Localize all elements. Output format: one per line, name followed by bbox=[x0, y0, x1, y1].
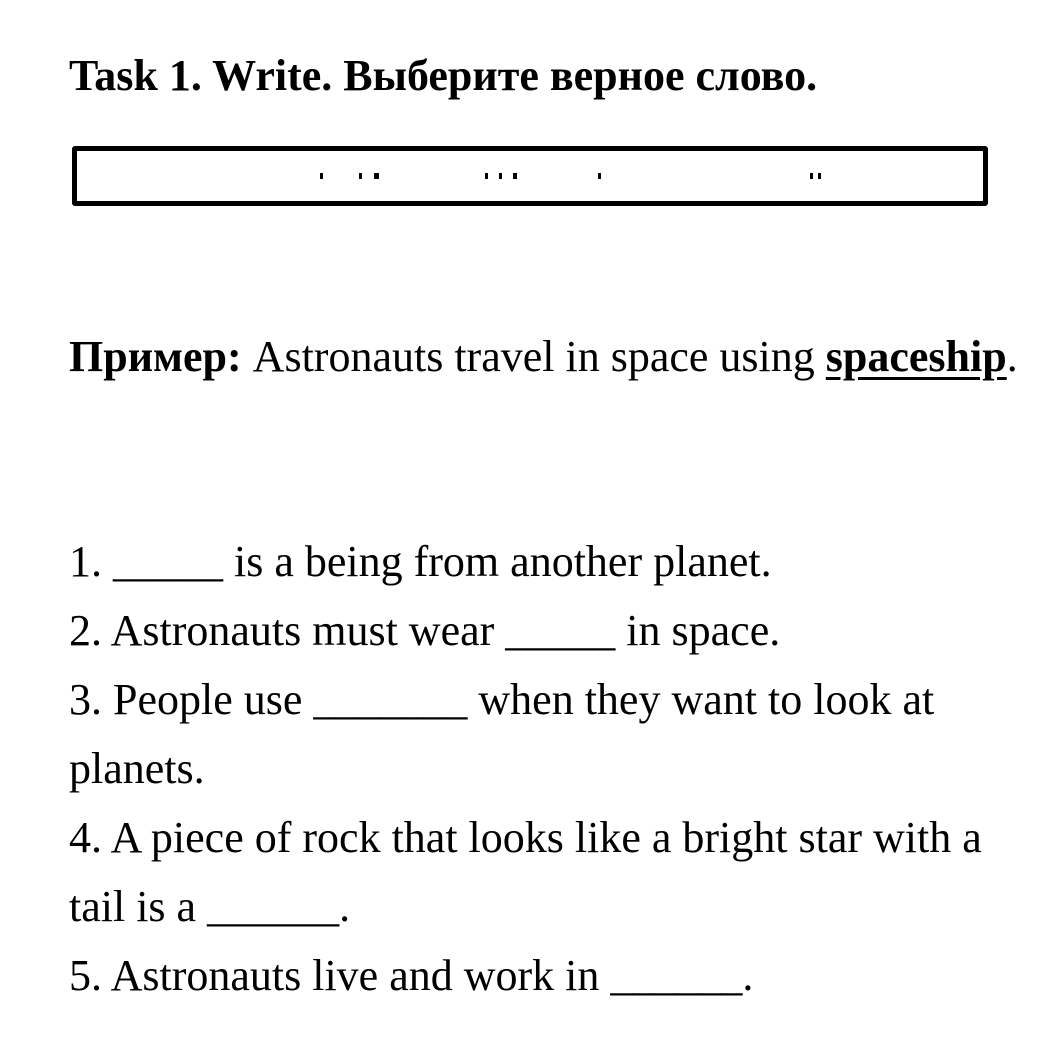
task-title: Task 1. Write. Выберите верное слово. bbox=[69, 51, 818, 100]
word-bank-box bbox=[72, 146, 988, 206]
question-item: 1. _____ is a being from another planet. bbox=[69, 537, 772, 586]
example-sentence bbox=[69, 322, 1029, 391]
example-text: Astronauts travel in space using bbox=[241, 332, 826, 381]
example-answer: spaceship bbox=[825, 332, 1007, 381]
question-list bbox=[69, 527, 1029, 1010]
question-item: 5. Astronauts live and work in ______. bbox=[69, 951, 754, 1000]
example-end: . bbox=[1006, 332, 1018, 381]
question-item: 2. Astronauts must wear _____ in space. bbox=[69, 606, 781, 655]
example-label: Пример: bbox=[69, 332, 242, 381]
question-item: 3. People use _______ when they want to look at planets. bbox=[69, 675, 935, 793]
word-bank-clipped-text bbox=[77, 173, 983, 181]
question-item: 4. A piece of rock that looks like a bright star with a tail is a ______. bbox=[69, 813, 982, 931]
